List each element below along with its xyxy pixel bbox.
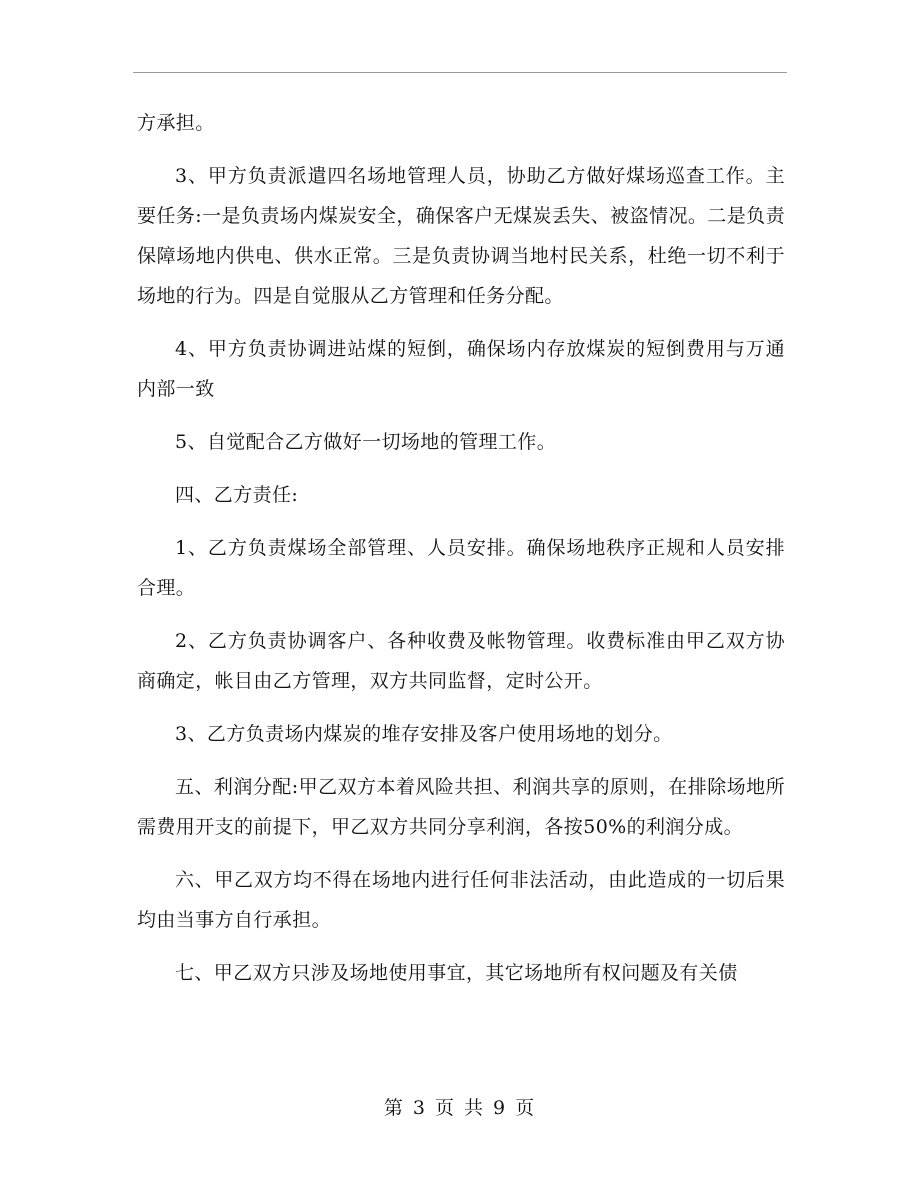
paragraph-site-usage-scope: 七、甲乙双方只涉及场地使用事宜，其它场地所有权问题及有关债 xyxy=(175,962,738,984)
document-body xyxy=(137,103,785,1006)
paragraph-party-b-item-2: 2、乙方负责协调客户、各种收费及帐物管理。收费标准由甲乙双方协商确定，帐目由乙方管理，双方共同监督，定时公开。 xyxy=(137,630,785,692)
section-heading-party-b-responsibilities: 四、乙方责任: xyxy=(175,484,299,506)
paragraph-continuation: 方承担。 xyxy=(137,112,215,134)
paragraph-item-5-cooperation: 5、自觉配合乙方做好一切场地的管理工作。 xyxy=(175,431,557,453)
paragraph-party-b-item-1: 1、乙方负责煤场全部管理、人员安排。确保场地秩序正规和人员安排合理。 xyxy=(137,537,785,599)
paragraph-illegal-activities: 六、甲乙双方均不得在场地内进行任何非法活动，由此造成的一切后果均由当事方自行承担。 xyxy=(137,869,785,931)
paragraph-profit-distribution: 五、利润分配:甲乙双方本着风险共担、利润共享的原则，在排除场地所需费用开支的前提下，甲乙双方共同分享利润，各按50%的利润分成。 xyxy=(137,776,785,838)
page-number-footer: 第 3 页 共 9 页 xyxy=(383,1097,537,1119)
paragraph-party-b-item-3: 3、乙方负责场内煤炭的堆存安排及客户使用场地的划分。 xyxy=(175,723,673,745)
paragraph-item-3-party-a-staff: 3、甲方负责派遣四名场地管理人员，协助乙方做好煤场巡查工作。主要任务:一是负责场内煤炭安全，确保客户无煤炭丢失、被盗情况。二是负责保障场地内供电、供水正常。三是负责协调当地村民关系，杜绝一切不利于场地的行为。四是自觉服从乙方管理和任务分配。 xyxy=(137,165,785,307)
header-divider xyxy=(133,72,787,73)
paragraph-item-4-short-transport: 4、甲方负责协调进站煤的短倒，确保场内存放煤炭的短倒费用与万通内部一致 xyxy=(137,338,785,400)
